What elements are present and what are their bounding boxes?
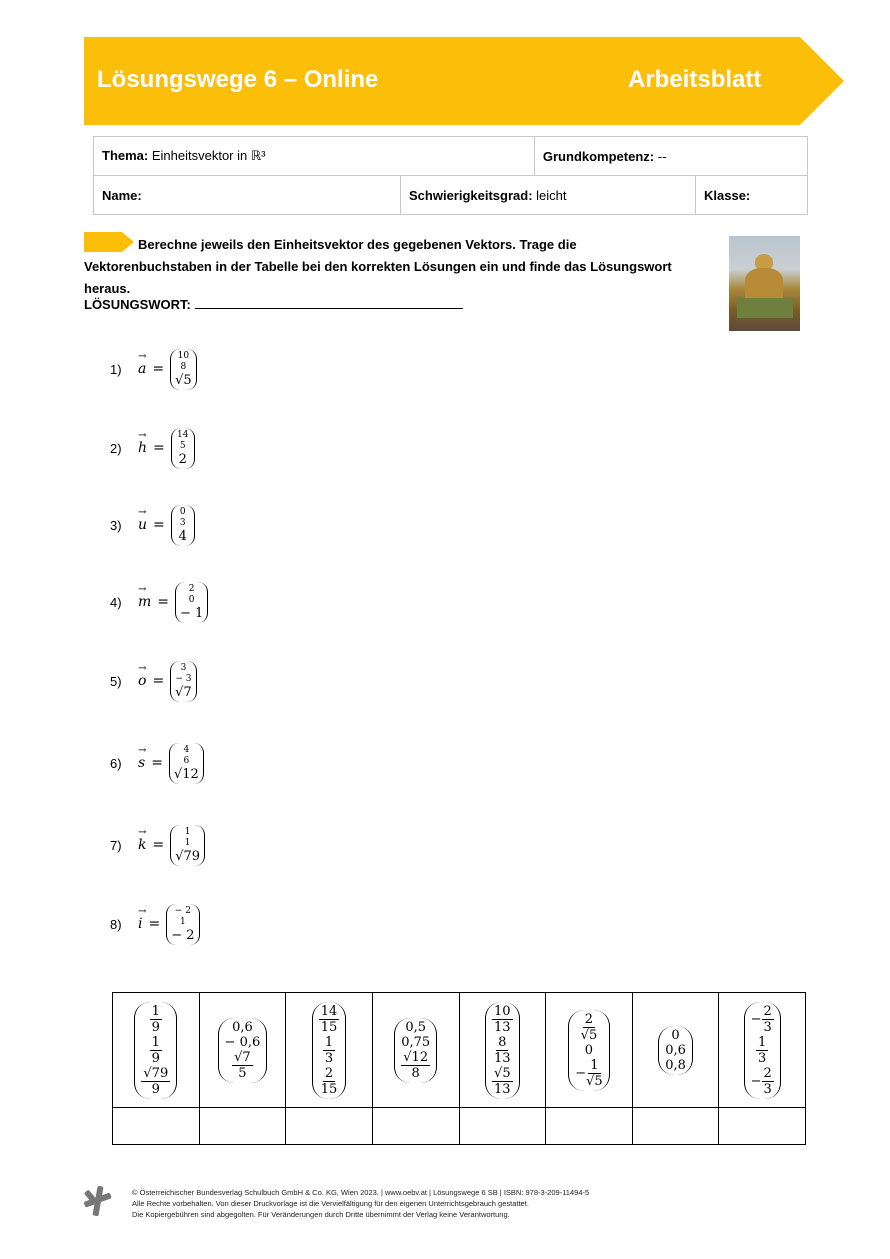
schwierigkeit-value: leicht (536, 187, 567, 203)
solution-component: √7 5 (234, 1049, 251, 1081)
exercise-number: 5) (110, 673, 122, 689)
exercise-item (110, 344, 197, 394)
solution-component: 0,5 (405, 1019, 427, 1035)
solution-cell (719, 993, 806, 1108)
exercise-item (110, 423, 195, 473)
solution-component: 0,8 (665, 1057, 686, 1073)
equals-sign: = (152, 837, 165, 853)
solution-component: 8 13 (494, 1034, 511, 1066)
solution-vector (658, 1026, 693, 1075)
equals-sign: = (152, 361, 165, 377)
solution-component: 1 3 (758, 1034, 767, 1066)
solution-component: 14 15 (320, 1003, 338, 1035)
grundkompetenz-label: Grundkompetenz: (542, 148, 655, 164)
grundkompetenz-value: -- (657, 148, 667, 164)
solution-cell (113, 993, 200, 1108)
vector-component: 0 (179, 506, 186, 517)
vector-component: 8 (180, 361, 187, 372)
vector-component: − 2 (171, 927, 195, 943)
exercise-number: 7) (110, 837, 122, 853)
solution-vector (218, 1018, 268, 1083)
vector-component: 3 (179, 517, 186, 528)
vector-component: √5 (175, 372, 192, 388)
exercise-item (110, 500, 195, 550)
equals-sign: = (153, 517, 165, 533)
solution-component: 2 √5 (580, 1011, 598, 1043)
vector-component: 1 (184, 826, 191, 837)
vector-component: 0 (188, 594, 195, 605)
solution-cell (459, 993, 546, 1108)
vector-components (171, 428, 195, 469)
solution-word-line[interactable] (195, 296, 463, 309)
grundkompetenz-cell (534, 137, 807, 176)
klasse-cell[interactable] (696, 176, 808, 215)
vector-components (169, 743, 204, 784)
answer-letter-cell[interactable] (459, 1108, 546, 1145)
header-title: Lösungswege 6 – Online (97, 66, 379, 93)
vector-name: → k (138, 837, 146, 853)
vector-components (166, 904, 199, 945)
vector-component: 5 (179, 440, 186, 451)
solution-component: √79 9 (143, 1065, 169, 1097)
footer-line: © Österreichischer Bundesverlag Schulbuch GmbH & Co. KG, Wien 2023. | www.oebv.at | Lösungswege 6 SB | ISBN: 978-3-209-11494-5 (132, 1188, 590, 1197)
vector-name: → i (138, 916, 142, 932)
solution-component: 1 9 (151, 1034, 160, 1066)
vector-name: → s (138, 755, 145, 771)
solution-word (84, 296, 463, 312)
klasse-label: Klasse: (704, 187, 751, 203)
solution-component: √12 8 (403, 1049, 429, 1081)
thema-cell (94, 137, 535, 176)
solution-component: 0 (671, 1027, 680, 1043)
vector-name: → m (138, 594, 151, 610)
answer-letter-cell[interactable] (199, 1108, 286, 1145)
vector-components (171, 505, 195, 546)
vector-components (170, 661, 197, 702)
schwierigkeit-cell (401, 176, 696, 215)
answer-letter-cell[interactable] (632, 1108, 719, 1145)
vector-component: 3 (180, 662, 187, 673)
name-cell[interactable] (94, 176, 401, 215)
vector-component: 6 (183, 755, 190, 766)
equals-sign: = (153, 440, 165, 456)
answer-letter-cell[interactable] (113, 1108, 200, 1145)
solution-cell (632, 993, 719, 1108)
vector-name: → o (138, 673, 146, 689)
vector-component: 2 (178, 451, 187, 467)
solution-component: − $\frac{2}{3}$ (750, 1003, 772, 1035)
solution-component: 0,75 (401, 1034, 431, 1050)
vector-component: √79 (175, 848, 201, 864)
exercise-item (110, 899, 200, 949)
exercise-item (110, 656, 197, 706)
exercise-item (110, 820, 205, 870)
equals-sign: = (151, 755, 163, 771)
vector-name: → h (138, 440, 147, 456)
vector-components (170, 349, 197, 390)
solution-component: 0 (584, 1042, 594, 1058)
solution-table (112, 992, 806, 1145)
solution-cell (546, 993, 633, 1108)
answer-letter-cell[interactable] (719, 1108, 806, 1145)
solution-vector (312, 1002, 347, 1099)
answer-letter-cell[interactable] (546, 1108, 633, 1145)
answer-letter-cell[interactable] (286, 1108, 373, 1145)
equals-sign: = (148, 916, 161, 932)
name-label: Name: (102, 187, 142, 203)
exercise-item (110, 577, 208, 627)
thema-label: Thema: (102, 148, 149, 163)
solution-component: 2 15 (320, 1065, 338, 1097)
solution-component: − $\frac{2}{3}$ (750, 1065, 772, 1097)
vector-component: 1 (184, 837, 191, 848)
equals-sign: = (157, 594, 170, 610)
vector-components (175, 582, 208, 623)
header-doc-type: Arbeitsblatt (628, 66, 762, 93)
footer-copyright (132, 1187, 589, 1220)
footer-line: Alle Rechte vorbehalten. Von dieser Druckvorlage ist die Vervielfältigung für den eigenen Unterrichtsgebrauch gestattet. (132, 1199, 529, 1208)
solution-vector (485, 1002, 520, 1099)
header-arrow-shape (800, 37, 844, 125)
vector-component: 2 (188, 583, 195, 594)
solution-component: 0,6 (665, 1042, 686, 1058)
info-table (93, 136, 808, 215)
footer-line: Die Kopiergebühren sind abgegolten. Für Veränderungen durch Dritte übernimmt der Verlag keine Verantwortung. (132, 1210, 510, 1219)
solution-component: 10 13 (494, 1003, 511, 1035)
vector-name: → u (138, 517, 147, 533)
solution-cell (372, 993, 459, 1108)
solution-component: − 0,6 (224, 1034, 261, 1050)
vector-component: 1 (180, 916, 186, 927)
vector-component: 10 (177, 350, 190, 361)
task-instruction: Berechne jeweils den Einheitsvektor des gegebenen Vektors. Trage die Vektorenbuchstaben in der Tabelle bei den korrekten Lösungen ein und finde das Lösungswort heraus. (84, 237, 672, 296)
exercise-number: 8) (110, 916, 122, 932)
vector-component: 4 (178, 528, 187, 544)
solution-component: 1 9 (151, 1003, 160, 1035)
exercise-number: 4) (110, 594, 122, 610)
solution-cell (286, 993, 373, 1108)
thema-value: Einheitsvektor in ℝ³ (151, 148, 266, 163)
vector-component: 14 (177, 429, 189, 440)
buddha-statue-photo (729, 236, 800, 331)
solution-word-label: LÖSUNGSWORT: (84, 297, 191, 312)
vector-component: − 1 (180, 605, 204, 621)
solution-component: √5 13 (494, 1065, 511, 1097)
solution-vector (744, 1002, 781, 1099)
vector-component: − 3 (175, 673, 192, 684)
exercise-item (110, 738, 204, 788)
vector-name: → a (138, 361, 146, 377)
solution-component: 0,6 (232, 1019, 253, 1035)
vector-component: √12 (173, 766, 199, 782)
exercise-number: 6) (110, 755, 122, 771)
solution-vector (134, 1002, 177, 1099)
vector-component: 4 (183, 744, 190, 755)
exercise-number: 3) (110, 517, 122, 533)
publisher-logo-icon (84, 1186, 112, 1216)
exercise-number: 2) (110, 440, 122, 456)
vector-components (170, 825, 205, 866)
vector-component: √7 (175, 684, 192, 700)
solution-component: − $\frac{1}{√5}$ (575, 1057, 603, 1089)
exercise-number: 1) (110, 361, 122, 377)
schwierigkeit-label: Schwierigkeitsgrad: (409, 187, 533, 203)
solution-vector (568, 1010, 609, 1091)
solution-cell (199, 993, 286, 1108)
answer-letter-cell[interactable] (372, 1108, 459, 1145)
solution-vector (394, 1018, 437, 1083)
equals-sign: = (152, 673, 165, 689)
solution-component: 1 3 (324, 1034, 334, 1066)
vector-component: − 2 (174, 905, 191, 916)
